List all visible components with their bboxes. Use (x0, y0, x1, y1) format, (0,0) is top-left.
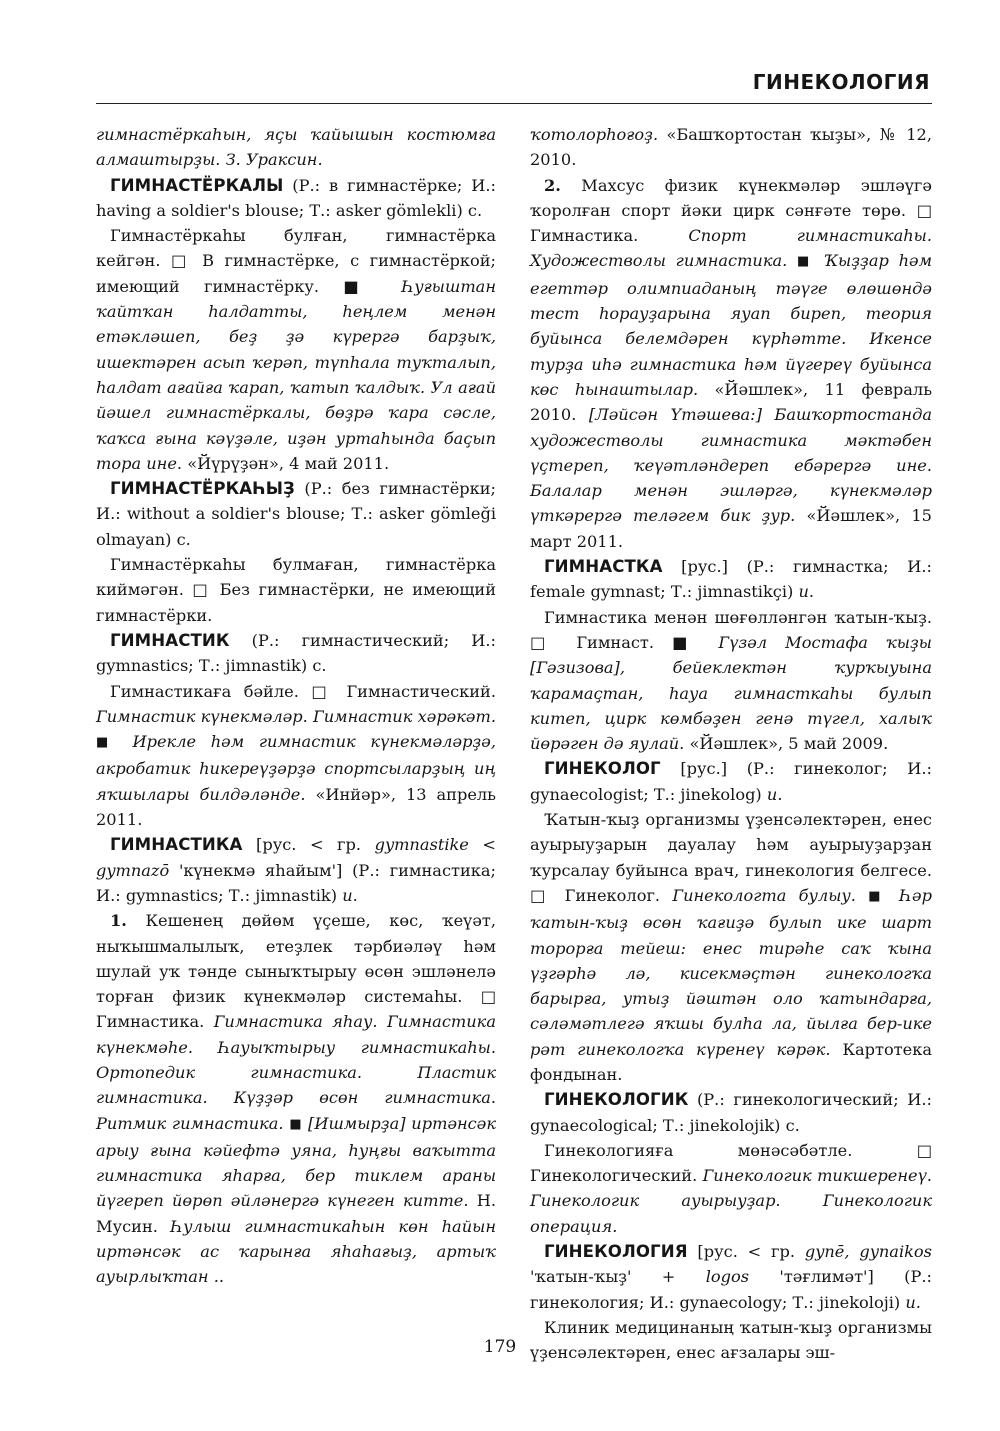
headword: ГИНЕКОЛОГИК (544, 1090, 689, 1110)
example-text: Гимнастик күнекмәләр. Гимнастик хәрәкәт. (96, 706, 496, 726)
page-number: 179 (483, 1337, 517, 1357)
source-text: «Инйәр», 13 апрель 2011. (96, 784, 496, 830)
example-text: Гинекологик тикшеренеү. Гинекологик ауырыуҙар. Гинекологик операция. (530, 1166, 932, 1236)
definition-text: Гимнастика менән шөғөлләнгән ҡатын-ҡыҙ. □ Гимнаст. ■ (530, 607, 932, 652)
definition-text: Гинекологияға мөнәсәбәтле. □ Гинекологический. (530, 1140, 932, 1186)
sense-number: 2. (544, 175, 561, 195)
entry-continuation (530, 122, 932, 173)
example-text: Һуғыштан ҡайтҡан һалдатты, һеңлем менән етәкләшеп, беҙ ҙә күрергә барҙыҡ, ишектәрен асып ҡерәп, түпһала туҡталып, һалдат ағайға ҡарап, ҡатып ҡалдыҡ. Ул ағай йәшел гимнастёркалы, бөҙрә ҡара сәсле, ҡаҡса ғына кәүҙәле, иҙән уртаһында баҫып тора ине. (96, 276, 496, 473)
sense-number: 1. (110, 911, 127, 931)
entry-headline (530, 1087, 932, 1138)
headword: ГИМНАСТЁРКАЛЫ (110, 175, 284, 195)
header-rule (96, 103, 932, 104)
example-text: Гүзәл Мостафа ҡыҙы [Гәзизова], бейеклектән ҡурҡыуына ҡарамаҫтан, һауа гимнасткаһы булып китеп, цирк көмбәҙен генә түгел, халыҡ йөрәген дә яулай. (530, 632, 932, 754)
black-square-icon: ■ (868, 888, 888, 904)
example-text: [Ләйсән Үтәшева:] Башҡортостанда художестволы гимнастика мәктәбен үҫтереп, ҡеүәтләндереп ебәрергә ине. Балалар менән эшләргә, күнекмәләр үткәрергә теләгем бик ҙур. (530, 405, 932, 526)
grammar-note: 'тәғлимәт'] (Р.: гинекология; И.: gynaecology; Т.: jinekoloji) (530, 1267, 932, 1312)
grammar-note: (Р.: без гимнастёрки; И.: without a soldier's blouse; Т.: asker gömleği olmayan) с. (96, 479, 496, 549)
definition-text: Ҡатын-ҡыҙ организмы үҙенсәлектәрен, енес ауырыуҙарын дауалау һәм ауырыуҙарҙан ҡурсалау буйынса врач, гинекология белгесе. □ Гинеколог. (530, 810, 932, 905)
grammar-note: [рус. < гр. (687, 1242, 805, 1262)
grammar-note: < (468, 835, 496, 855)
left-column (96, 122, 496, 1290)
etymon: gymnazō (96, 860, 170, 880)
grammar-note: (Р.: гинекологический; И.: gynaecological; Т.: jinekolojik) с. (530, 1090, 932, 1135)
example-text: Һулыш гимнастикаһын көн һайын иртәнсәк ас ҡарынға яһаһағыҙ, артыҡ ауырлыҡтан .. (96, 1216, 496, 1287)
definition-text: Гимнастёркаһы булған, гимнастёрка кейгән. □ В гимнастёрке, с гимнастёркой; имеющий гимнастёрку. ■ (96, 226, 496, 296)
entry-headline (530, 756, 932, 807)
headword: ГИМНАСТЁРКАҺЫҘ (110, 479, 295, 499)
entry-headline (96, 173, 496, 224)
headword: ГИНЕКОЛОГ (544, 759, 661, 779)
source-text: «Йәшлек», 5 май 2009. (684, 734, 889, 754)
definition-text: Гимнастикаға бәйле. □ Гимнастический. (110, 681, 496, 701)
black-square-icon: ■ (797, 254, 814, 270)
etymon: gymnastike (374, 835, 469, 855)
source-text: Н. Мусин. (96, 1191, 496, 1236)
grammar-note: 'күнекмә яһайым'] (Р.: гимнастика; И.: gymnastics; Т.: jimnastik) (96, 860, 496, 905)
entry-definition (96, 679, 496, 833)
grammar-note: [рус. < гр. (242, 835, 375, 855)
example-text: гимнастёркаһын, яҫы ҡайышын костюмға алмаштырҙы. З. Ураксин. (96, 125, 496, 170)
entry-headline (96, 832, 496, 908)
etymon: gynē, gynaikos (804, 1242, 932, 1262)
black-square-icon: ■ (96, 735, 118, 751)
example-text: Ирекле һәм гимнастик күнекмәләрҙә, акробатик һикереүҙәрҙә спортсыларҙың иң яҡшылары билдәләнде. (96, 732, 496, 804)
source-text: «Башҡортостан ҡыҙы», № 12, 2010. (530, 125, 932, 170)
black-square-icon: ■ (289, 1116, 303, 1132)
grammar-note: 'ҡатын-ҡыҙ' + (530, 1267, 706, 1287)
part-of-speech: и. (905, 1292, 921, 1312)
etymon: logos (705, 1267, 750, 1287)
grammar-note: [рус.] (Р.: гинеколог; И.: gynaecologist; Т.: jinekolog) (530, 759, 932, 804)
headword: ГИНЕКОЛОГИЯ (544, 1242, 688, 1262)
example-text: Ҡыҙҙар һәм егеттәр олимпиаданың тәүге өлөшөндә тест һорауҙарына яуап биреп, теория буйынса белемдәрен күрһәтте. Икенсе турҙа иһә гимнастика һәм йүгереү буйынса көс һынаштылар. (530, 251, 932, 399)
entry-headline (96, 476, 496, 552)
source-text: «Йүрүҙән», 4 май 2011. (182, 453, 390, 473)
right-column (530, 122, 932, 1366)
grammar-note: (Р.: гимнастический; И.: gymnastics; Т.: jimnastik) с. (96, 630, 496, 676)
part-of-speech: и. (766, 784, 783, 804)
example-text: Һәр ҡатын-ҡыҙ өсөн ҡағиҙә булып ике шарт торорға тейеш: енес тирәһе саҡ ҡына үҙгәрһә лә, кисекмәҫтән гинекологҡа барырға, утыҙ йәштән оло ҡатындарға, сәләмәтлегә яҡшы булһа ла, йылға бер-ике рәт гинекологҡа күренеү кәрәк. (530, 885, 932, 1059)
definition-text: Махсус физик күнекмәләр эшләүгә ҡоролған спорт йәки цирк сәнғәте төрө. □ Гимнастика. (530, 175, 932, 246)
entry-headline (530, 1239, 932, 1315)
entry-definition (530, 1138, 932, 1239)
entry-definition (530, 173, 932, 554)
source-text: «Йәшлек», 11 февраль 2010. (530, 379, 933, 425)
running-header: ГИНЕКОЛОГИЯ (752, 70, 930, 94)
definition-text: Гимнастёркаһы булмаған, гимнастёрка киймәгән. □ Без гимнастёрки, не имеющий гимнастёрки. (96, 555, 496, 625)
part-of-speech: и. (798, 582, 815, 602)
definition-text: Клиник медицинаның ҡатын-ҡыҙ организмы үҙенсәлектәрен, енес ағзалары эш- (530, 1317, 932, 1363)
entry-definition (530, 605, 932, 757)
example-text: Гимнастика яһау. Гимнастика күнекмәһе. Һауыҡтырыу гимнастикаһы. Ортопедик гимнастика. Пластик гимнастика. Күҙҙәр өсөн гимнастика. Ритмик гимнастика. (96, 1012, 496, 1133)
grammar-note: [рус.] (Р.: гимнастка; И.: female gymnast; Т.: jimnastikçi) (530, 557, 932, 602)
entry-definition (96, 223, 496, 476)
entry-definition (96, 552, 496, 628)
example-text: ҡотолорһоғоҙ. (530, 125, 659, 144)
entry-headline (530, 554, 932, 605)
headword: ГИМНАСТИК (110, 630, 230, 650)
source-text: Картотека фондынан. (530, 1039, 932, 1084)
entry-headline (96, 628, 496, 679)
entry-continuation (96, 122, 496, 173)
example-text: Гинекологта булыу. (672, 885, 856, 905)
grammar-note: (Р.: в гимнастёрке; И.: having a soldier's blouse; Т.: asker gömlekli) с. (96, 175, 496, 220)
entry-definition (96, 908, 496, 1289)
example-text: [Ишмырҙа] иртәнсәк арыу ғына кәйефтә уяна, һуңғы ваҡытта гимнастика яһарға, бер тиклем араны йүгереп йөрөп әйләнергә күнеген китте. (96, 1113, 496, 1211)
headword: ГИМНАСТКА (544, 557, 663, 577)
headword: ГИМНАСТИКА (110, 835, 243, 855)
entry-definition (530, 807, 932, 1087)
example-text: Спорт гимнастикаһы. Художестволы гимнастика. (530, 226, 932, 271)
part-of-speech: и. (342, 885, 358, 905)
source-text: «Йәшлек», 15 март 2011. (530, 506, 932, 551)
definition-text: Кешенең дөйөм үҫеше, көс, ҡеүәт, ныҡышмалылыҡ, етеҙлек тәрбиәләү һәм шулай уҡ тәнде сыныҡтырыу өсөн эшләнелә торған физик күнекмәләр системаһы. □ Гимнастика. (96, 911, 496, 1032)
